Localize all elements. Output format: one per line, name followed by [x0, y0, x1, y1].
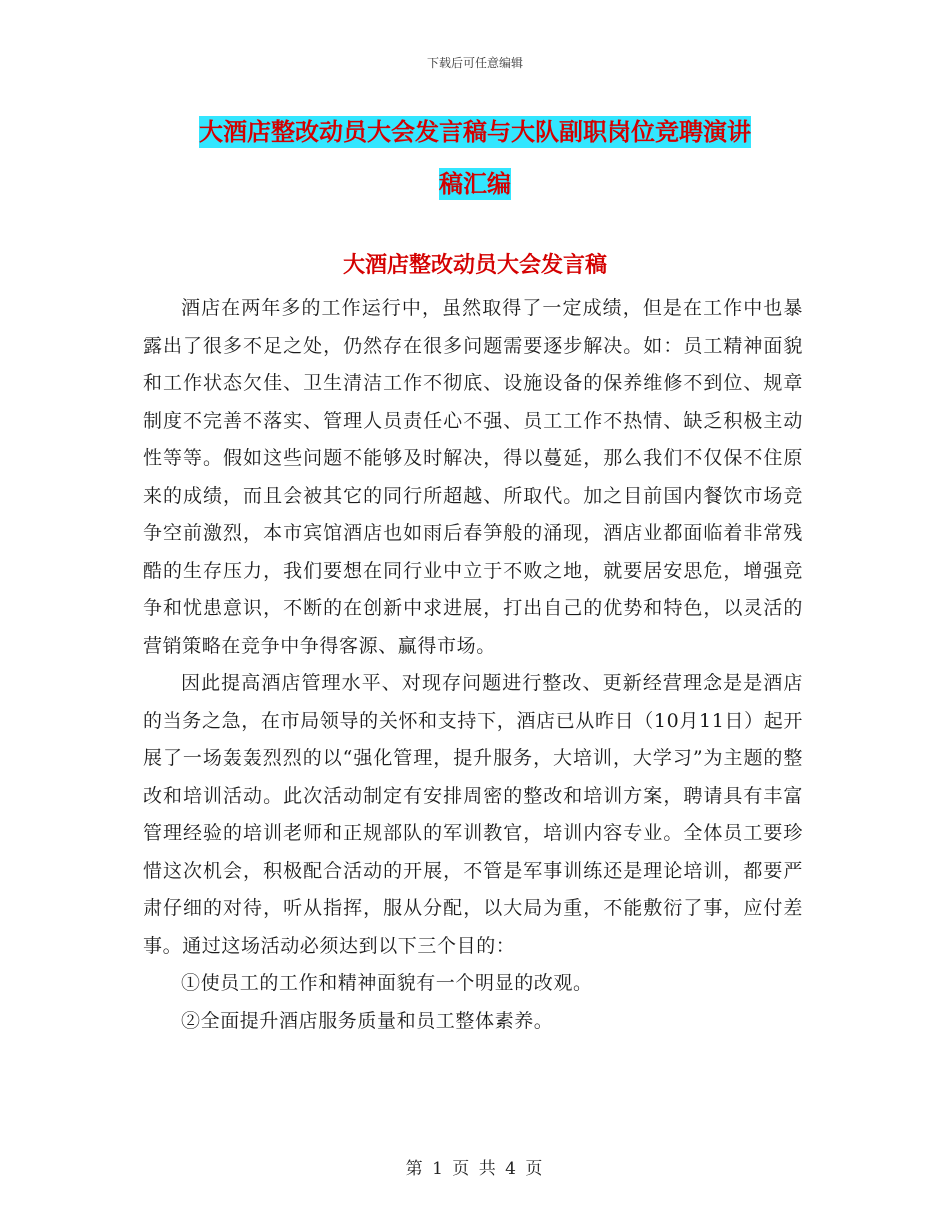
section-title: 大酒店整改动员大会发言稿 — [342, 253, 607, 278]
page-number-footer: 第 1 页 共 4 页 — [405, 1159, 545, 1179]
document-title-line-2: 稿汇编 — [439, 170, 511, 198]
page-header-note: 下载后可任意编辑 — [426, 56, 523, 70]
body-text — [143, 290, 803, 1040]
paragraph: 因此提高酒店管理水平、对现存问题进行整改、更新经营理念是是酒店的当务之急，在市局领导的关怀和支持下，酒店已从昨日（10月11日）起开展了一场轰轰烈烈的以“强化管理，提升服务，大培训，大学习”为主题的整改和培训活动。此次活动制定有安排周密的整改和培训方案，聘请具有丰富管理经验的培训老师和正规部队的军训教官，培训内容专业。全体员工要珍惜这次机会，积极配合活动的开展，不管是军事训练还是理论培训，都要严肃仔细的对待，听从指挥，服从分配，以大局为重，不能敷衍了事，应付差事。通过这场活动必须达到以下三个目的： — [143, 672, 803, 957]
list-item: ②全面提升酒店服务质量和员工整体素养。 — [181, 1009, 554, 1032]
list-item: ①使员工的工作和精神面貌有一个明显的改观。 — [181, 972, 593, 994]
paragraph: 酒店在两年多的工作运行中，虽然取得了一定成绩，但是在工作中也暴露出了很多不足之处，仍然存在很多问题需要逐步解决。如：员工精神面貌和工作状态欠佳、卫生清洁工作不彻底、设施设备的保养维修不到位、规章制度不完善不落实、管理人员责任心不强、员工工作不热情、缺乏积极主动性等等。假如这些问题不能够及时解决，得以蔓延，那么我们不仅保不住原来的成绩，而且会被其它的同行所超越、所取代。加之目前国内餐饮市场竞争空前激烈，本市宾馆酒店也如雨后春笋般的涌现，酒店业都面临着非常残酷的生存压力，我们要想在同行业中立于不败之地，就要居安思危，增强竞争和忧患意识，不断的在创新中求进展，打出自己的优势和特色，以灵活的营销策略在竞争中争得客源、赢得市场。 — [143, 297, 803, 657]
document-title-line-1: 大酒店整改动员大会发言稿与大队副职岗位竞聘演讲 — [199, 118, 751, 146]
document-title — [130, 106, 820, 210]
